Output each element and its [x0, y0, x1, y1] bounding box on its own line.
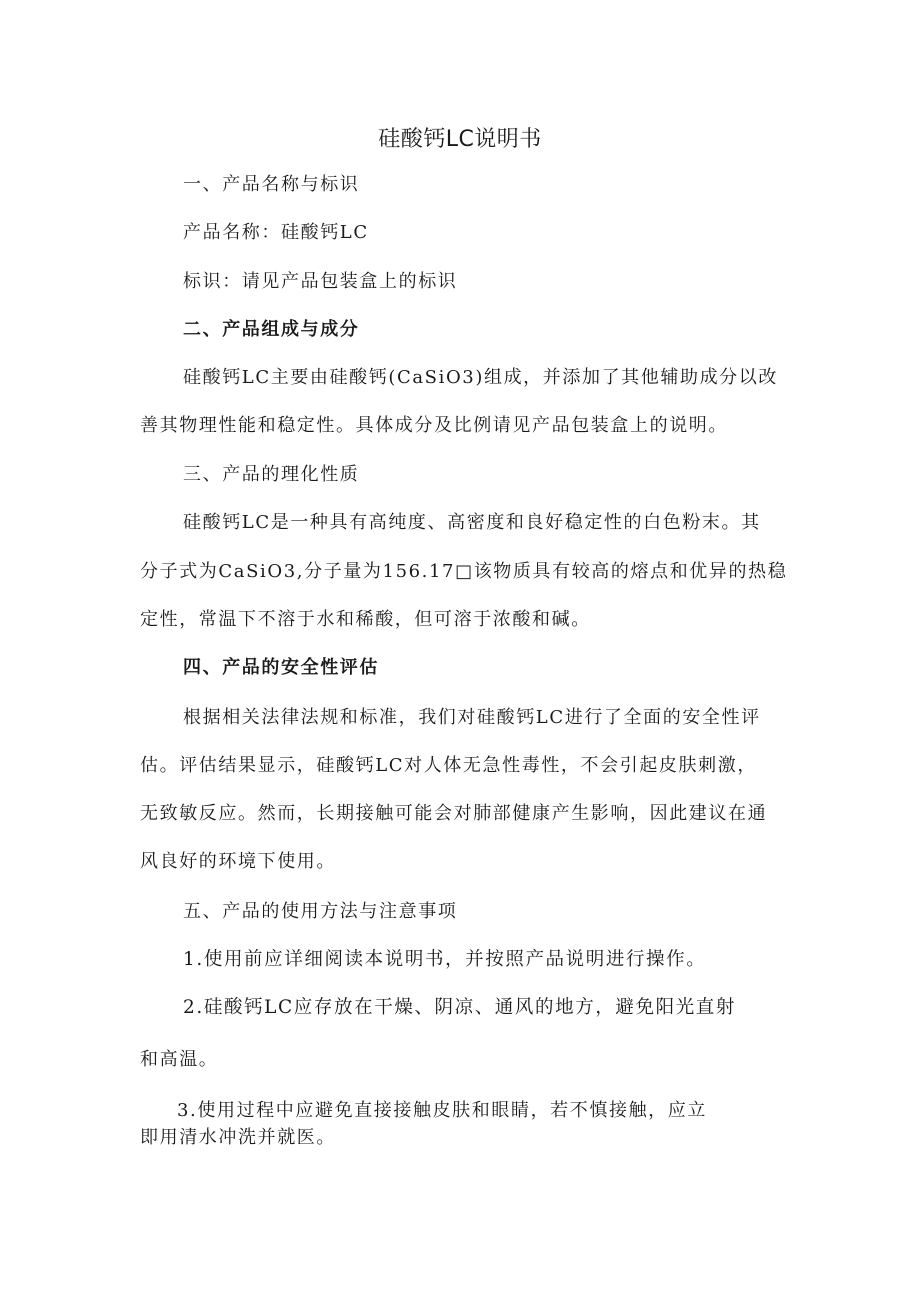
- composition-paragraph-line: 硅酸钙LC主要由硅酸钙(CaSiO3)组成，并添加了其他辅助成分以改: [183, 367, 778, 388]
- usage-item-2-line: 和高温。: [140, 1049, 219, 1070]
- usage-item-3-line: 3.使用过程中应避免直接接触皮肤和眼睛，若不慎接触，应立: [177, 1100, 707, 1121]
- safety-paragraph-line: 估。评估结果显示，硅酸钙LC对人体无急性毒性，不会引起皮肤刺激，: [140, 755, 757, 776]
- section-heading-name-and-mark: 一、产品名称与标识: [183, 174, 360, 195]
- section-heading-composition: 二、产品组成与成分: [183, 319, 360, 340]
- section-heading-safety: 四、产品的安全性评估: [183, 657, 379, 678]
- product-mark-line: 标识：请见产品包装盒上的标识: [183, 271, 458, 292]
- product-name-line: 产品名称：硅酸钙LC: [183, 222, 369, 243]
- composition-paragraph-line: 善其物理性能和稳定性。具体成分及比例请见产品包装盒上的说明。: [140, 415, 728, 436]
- section-heading-usage: 五、产品的使用方法与注意事项: [183, 901, 458, 922]
- usage-item-1: 1.使用前应详细阅读本说明书，并按照产品说明进行操作。: [183, 949, 707, 970]
- safety-paragraph-line: 无致敏反应。然而，长期接触可能会对肺部健康产生影响，因此建议在通: [140, 803, 768, 824]
- usage-item-2-line: 2.硅酸钙LC应存放在干燥、阴凉、通风的地方，避免阳光直射: [183, 997, 736, 1018]
- section-heading-properties: 三、产品的理化性质: [183, 464, 360, 485]
- properties-paragraph-line: 分子式为CaSiO3,分子量为156.17□该物质具有较高的熔点和优异的热稳: [140, 561, 788, 582]
- usage-item-3-line: 即用清水冲洗并就医。: [140, 1127, 336, 1148]
- safety-paragraph-line: 根据相关法律法规和标准，我们对硅酸钙LC进行了全面的安全性评: [183, 707, 761, 728]
- properties-paragraph-line: 硅酸钙LC是一种具有高纯度、高密度和良好稳定性的白色粉末。其: [183, 512, 761, 533]
- properties-paragraph-line: 定性，常温下不溶于水和稀酸，但可溶于浓酸和碱。: [140, 609, 591, 630]
- document-title: 硅酸钙LC说明书: [378, 127, 542, 152]
- safety-paragraph-line: 风良好的环境下使用。: [140, 851, 336, 872]
